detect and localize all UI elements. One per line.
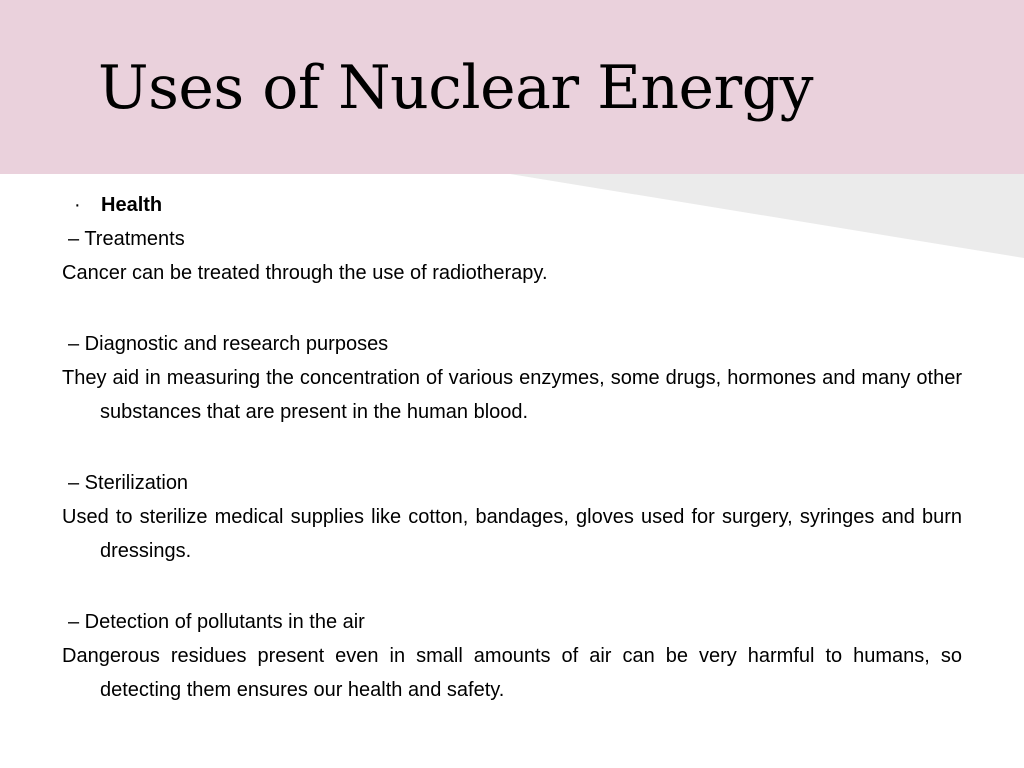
slide-body [62,188,962,707]
section-heading: Health [101,194,163,216]
item-text-treatments: Cancer can be treated through the use of radiotherapy. [62,262,548,284]
item-heading-sterilization: – Sterilization [68,472,189,494]
item-heading-diagnostic: – Diagnostic and research purposes [68,333,389,355]
section-bullet [62,188,962,222]
item-heading-treatments: – Treatments [68,228,185,250]
bullet-icon: · [74,194,81,216]
spacer [62,568,962,605]
item-heading-pollutants: – Detection of pollutants in the air [68,611,365,633]
item-text-sterilization: Used to sterilize medical supplies like cotton, bandages, gloves used for surgery, syringes and burn dressings. [62,506,962,562]
spacer [62,429,962,466]
spacer [62,290,962,327]
item-text-pollutants: Dangerous residues present even in small amounts of air can be very harmful to humans, so detecting them ensures our health and safety. [62,645,962,701]
slide-title: Uses of Nuclear Energy [98,53,814,123]
item-text-diagnostic: They aid in measuring the concentration of various enzymes, some drugs, hormones and many other substances that are present in the human blood. [62,367,962,423]
